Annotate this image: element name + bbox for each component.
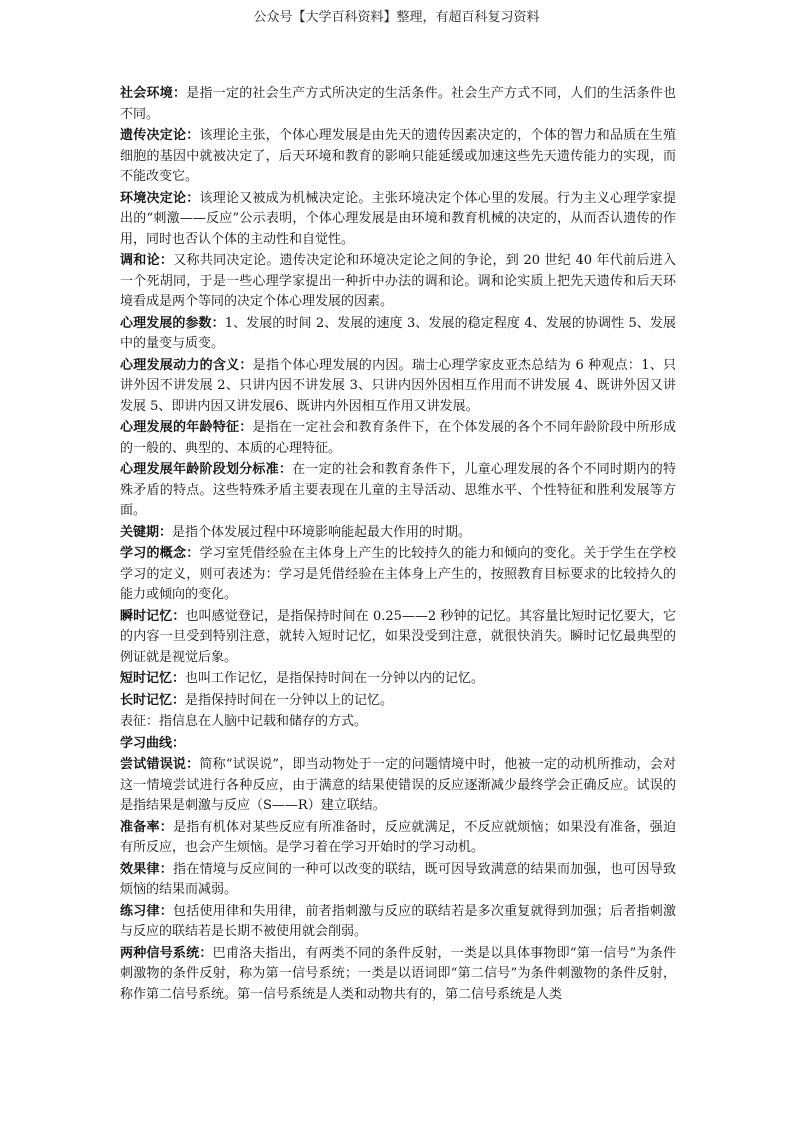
entry-age-stage-criteria — [120, 460, 676, 522]
entry-text: 表征：指信息在人脑中记载和储存的方式。 — [120, 714, 368, 729]
entry-term: 社会环境： — [120, 86, 187, 101]
entry-text: 是指个体心理发展的内因。瑞士心理学家皮亚杰总结为 6 种观点：1、只讲外因不讲发展 2、只讲内因不讲发展 3、只讲内因外因相互作用而不讲发展 4、既讲外因又讲发展 5、即讲内因又讲发展6、既讲内外因相互作用又讲发展。 — [120, 357, 676, 414]
entry-sensory-memory — [120, 607, 676, 669]
entry-learning-concept — [120, 544, 676, 606]
entry-representation — [120, 712, 676, 733]
entry-trial-and-error — [120, 755, 676, 817]
entry-term: 心理发展的参数： — [120, 315, 225, 331]
page-header: 公众号【大学百科资料】整理，有超百科复习资料 — [253, 10, 540, 25]
entry-term: 关键期： — [120, 524, 173, 540]
entry-short-term-memory — [120, 669, 676, 690]
entry-text: 简称“试误说”，即当动物处于一定的问题情境中时，他被一定的动机所推动，会对这一情境尝试进行各种反应，由于满意的结果使错误的反应逐渐减少最终学会正确反应。试误的是指结果是刺激与反应（S——R）建立联结。 — [120, 757, 676, 813]
entry-term: 练习律： — [120, 903, 173, 919]
entry-text: 是指一定的社会生产方式所决定的生活条件。社会生产方式不同，人们的生活条件也不同。 — [120, 86, 676, 122]
entry-text: 也叫感觉登记，是指保持时间在 0.25——2 秒钟的记忆。其容量比短时记忆要大，它的内容一旦受到特别注意，就转入短时记忆，如果没受到注意，就很快消失。瞬时记忆最典型的例证就是视觉后象。 — [120, 608, 676, 665]
entry-term: 准备率： — [120, 819, 173, 835]
entry-term: 环境决定论： — [120, 190, 200, 206]
entry-text: 是指保持时间在一分钟以上的记忆。 — [185, 692, 394, 708]
entry-law-of-readiness — [120, 818, 676, 859]
entry-term: 效果律： — [120, 861, 173, 877]
entry-term: 两种信号系统： — [120, 945, 213, 961]
entry-text: 指在情境与反应间的一种可以改变的联结，既可因导致满意的结果而加强，也可因导致烦恼的结果而减弱。 — [120, 861, 676, 897]
entry-text: 包括使用律和失用律，前者指刺激与反应的联结若是多次重复就得到加强；后者指刺激与反应的联结若是长期不被使用就会削弱。 — [120, 903, 676, 939]
entry-law-of-exercise — [120, 902, 676, 943]
entry-genetic-determinism — [120, 126, 676, 188]
entry-text: 也叫工作记忆，是指保持时间在一分钟以内的记忆。 — [185, 671, 485, 686]
entry-term: 调和论： — [120, 253, 174, 268]
entry-term: 心理发展动力的含义： — [120, 357, 253, 373]
entry-text: 是指在一定社会和教育条件下，在个体发展的各个不同年龄阶段中所形成的一般的、典型的、本质的心理特征。 — [120, 420, 676, 456]
entry-term: 尝试错误说： — [120, 757, 200, 772]
entry-text: 巴甫洛夫指出，有两类不同的条件反射，一类是以具体事物即“第一信号”为条件刺激物的条件反射，称为第一信号系统；一类是以语词即“第二信号”为条件刺激物的条件反射，称作第二信号系统。第一信号系统是人类和动物共有的，第二信号系统是人类 — [120, 945, 676, 1002]
document-body — [120, 84, 676, 1006]
entry-development-motivation — [120, 356, 676, 418]
entry-long-term-memory — [120, 691, 676, 712]
entry-law-of-effect — [120, 860, 676, 901]
entry-text: 是指有机体对某些反应有所准备时，反应就满足，不反应就烦恼；如果没有准备，强迫有所反应，也会产生烦恼。是学习着在学习开始时的学习动机。 — [120, 819, 676, 855]
entry-term: 遗传决定论： — [120, 128, 200, 143]
entry-term: 心理发展的年龄特征： — [120, 420, 253, 435]
entry-term: 瞬时记忆： — [120, 608, 186, 624]
entry-term: 学习的概念： — [120, 546, 200, 561]
entry-development-parameters — [120, 314, 676, 355]
entry-social-environment — [120, 84, 676, 125]
entry-term: 短时记忆： — [120, 671, 186, 686]
entry-critical-period — [120, 523, 676, 544]
entry-age-characteristics — [120, 418, 676, 459]
entry-text: 学习室凭借经验在主体身上产生的比较持久的能力和倾向的变化。关于学生在学校学习的定义，则可表述为：学习是凭借经验在主体身上产生的，按照教育目标要求的比较持久的能力或倾向的变化。 — [120, 546, 676, 602]
entry-learning-curve — [120, 734, 676, 755]
entry-text: 1、发展的时间 2、发展的速度 3、发展的稳定程度 4、发展的协调性 5、发展中的量变与质变。 — [120, 315, 676, 351]
entry-text: 该理论主张，个体心理发展是由先天的遗传因素决定的，个体的智力和品质在生殖细胞的基因中就被决定了，后天环境和教育的影响只能延缓或加速这些先天遗传能力的实现，而不能改变它。 — [120, 128, 676, 184]
entry-text: 该理论又被成为机械决定论。主张环境决定个体心里的发展。行为主义心理学家提出的“刺激——反应”公示表明，个体心理发展是由环境和教育机械的决定的，从而否认遗传的作用，同时也否认个体的主动性和自觉性。 — [120, 190, 676, 247]
entry-term: 学习曲线： — [120, 735, 186, 751]
entry-text: 是指个体发展过程中环境影响能起最大作用的时期。 — [172, 524, 472, 540]
entry-term: 心理发展年龄阶段划分标准： — [120, 462, 293, 477]
entry-compromise-theory — [120, 251, 676, 313]
entry-term: 长时记忆： — [120, 692, 186, 708]
entry-signal-systems — [120, 944, 676, 1006]
entry-environmental-determinism — [120, 189, 676, 251]
entry-text: 又称共同决定论。遗传决定论和环境决定论之间的争论，到 20 世纪 40 年代前后进入一个死胡同，于是一些心理学家提出一种折中办法的调和论。调和论实质上把先天遗传和后天环境看成是两个等同的决定个体心理发展的因素。 — [120, 253, 676, 309]
entry-text: 在一定的社会和教育条件下，儿童心理发展的各个不同时期内的特殊矛盾的特点。这些特殊矛盾主要表现在儿童的主导活动、思维水平、个性特征和胜利发展等方面。 — [120, 462, 676, 518]
